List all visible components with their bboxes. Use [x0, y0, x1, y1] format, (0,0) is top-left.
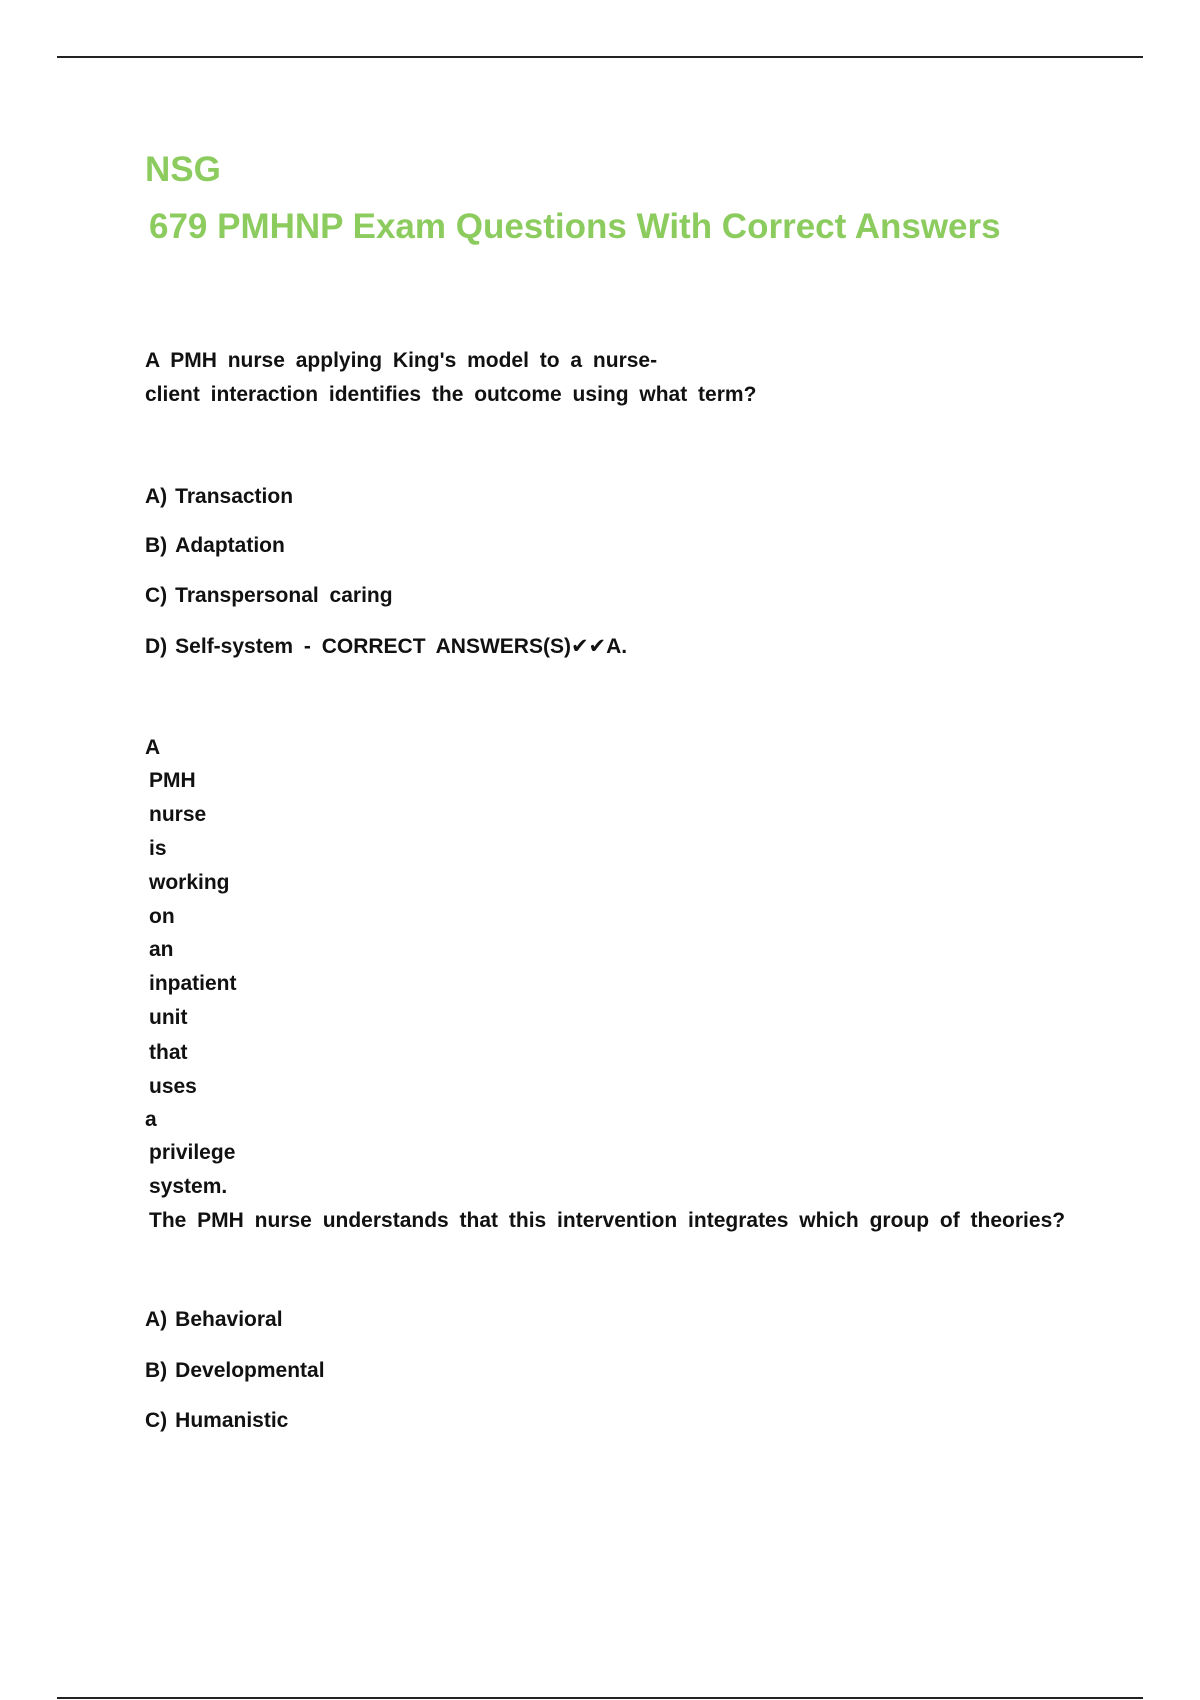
- option-text: Adaptation: [175, 534, 285, 557]
- option-text: Transaction: [175, 485, 294, 508]
- option-text: Behavioral: [175, 1308, 283, 1331]
- question2-word: privilege: [149, 1141, 236, 1164]
- option-letter: A): [145, 485, 168, 508]
- question2-word: inpatient: [149, 972, 237, 995]
- option-text: Self-system - CORRECT ANSWERS(S)✔✔A.: [175, 635, 628, 658]
- question1-text-line1: A PMH nurse applying King's model to a nurse-: [145, 349, 658, 372]
- option-text: Humanistic: [175, 1409, 289, 1432]
- option-letter: B): [145, 1359, 168, 1382]
- top-rule: [57, 56, 1143, 58]
- document-title-line2: 679 PMHNP Exam Questions With Correct Answers: [149, 207, 1001, 246]
- question1-option-b: [145, 534, 285, 558]
- question1-text-line2: client interaction identifies the outcome using what term?: [145, 383, 757, 406]
- question2-word: working: [149, 871, 230, 894]
- option-letter: C): [145, 584, 168, 607]
- question2-final-line: The PMH nurse understands that this intervention integrates which group of theories?: [149, 1209, 1066, 1232]
- question2-option-a: [145, 1308, 283, 1332]
- question2-word: an: [149, 938, 174, 961]
- question1-option-d-with-answer: [145, 634, 627, 659]
- question2-word: that: [149, 1041, 188, 1064]
- option-letter: C): [145, 1409, 168, 1432]
- option-letter: A): [145, 1308, 168, 1331]
- question1-option-a: [145, 485, 293, 509]
- question2-word: on: [149, 905, 175, 928]
- question2-word: is: [149, 837, 167, 860]
- question2-option-c: [145, 1409, 288, 1433]
- question2-word: a: [145, 1108, 157, 1131]
- document-title-line1: NSG: [145, 150, 221, 189]
- question2-word: nurse: [149, 803, 207, 826]
- option-text: Transpersonal caring: [175, 584, 393, 607]
- bottom-rule: [57, 1697, 1143, 1699]
- question2-word: A: [145, 736, 161, 759]
- question1-option-c: [145, 584, 393, 608]
- question2-word: unit: [149, 1006, 188, 1029]
- question2-word: system.: [149, 1175, 228, 1198]
- question2-option-b: [145, 1359, 325, 1383]
- option-letter: B): [145, 534, 168, 557]
- option-text: Developmental: [175, 1359, 325, 1382]
- option-letter: D): [145, 635, 168, 658]
- question2-word: uses: [149, 1075, 197, 1098]
- question2-word: PMH: [149, 769, 196, 792]
